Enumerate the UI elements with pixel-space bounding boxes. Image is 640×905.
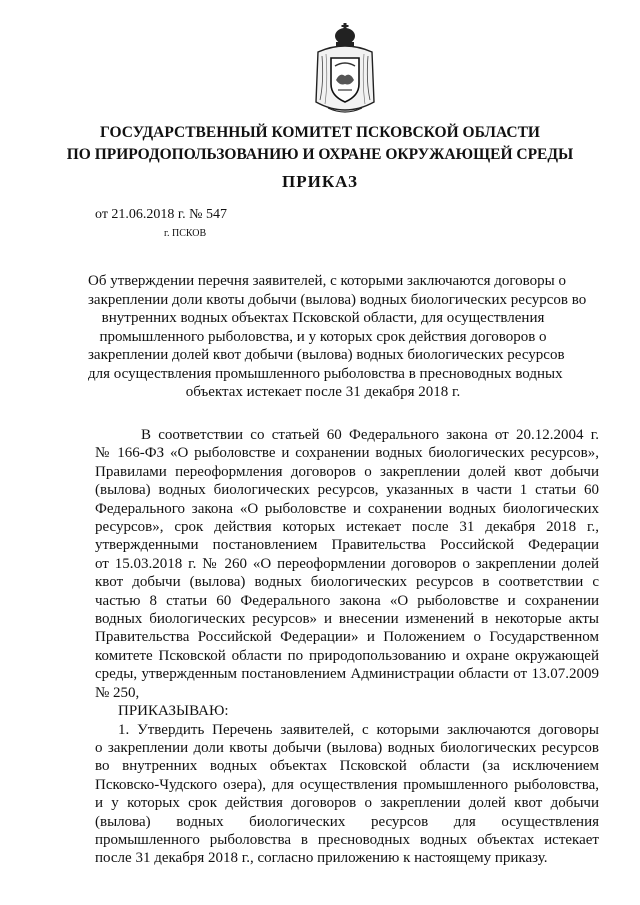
item-line: Псковско-Чудского озера), для осуществления промышленного рыболовства, (95, 776, 599, 793)
item-line: промышленного рыболовства в пресноводных водных объектах истекает (95, 831, 599, 848)
item-line: о закреплении доли квоты добычи (вылова) водных биологических ресурсов (95, 739, 599, 756)
document-date-number: от 21.06.2018 г. № 547 (95, 207, 227, 222)
preamble-line: Федерального закона «О рыболовстве и сохранении водных биологических (95, 500, 599, 517)
org-line-2: ПО ПРИРОДОПОЛЬЗОВАНИЮ И ОХРАНЕ ОКРУЖАЮЩЕЙ СРЕДЫ (66, 146, 574, 163)
preamble-line: утвержденными постановлением Правительства Российской Федерации (95, 537, 599, 554)
item-line: 1. Утвердить Перечень заявителей, с которыми заключаются договоры (118, 721, 599, 738)
item-line: (вылова) водных биологических ресурсов для осуществления (95, 813, 599, 830)
preamble-line: квот добычи (вылова) водных биологических ресурсов в соответствии с (95, 574, 599, 591)
subject-line: закреплении долей квот добычи (вылова) водных биологических ресурсов (88, 347, 565, 363)
subject-line: закреплении доли квоты добычи (вылова) водных биологических ресурсов во (88, 291, 587, 308)
preamble-line: Правилами переоформления договоров о закреплении долей квот добычи (95, 463, 599, 480)
item-line: и у которых срок действия договоров о закреплении долей квот добычи (95, 795, 599, 812)
preamble-line: Правительства Российской Федерации» и Положением о Государственном (95, 629, 599, 646)
preamble-line: № 250, (95, 684, 140, 701)
preamble-line: В соответствии со статьей 60 Федерального закона от 20.12.2004 г. (141, 427, 599, 443)
document-body (95, 426, 599, 868)
preamble-paragraph (95, 426, 599, 702)
document-subject (88, 272, 587, 402)
document-type-title: ПРИКАЗ (282, 172, 358, 191)
preamble-line: ресурсов», срок действия которых истекает после 31 декабря 2018 г., (95, 519, 599, 536)
preamble-line: от 15.03.2018 г. № 260 «О переоформлении договоров о закреплении долей (95, 555, 599, 572)
subject-line: для осуществления промышленного рыболовства в пресноводных водных (88, 365, 563, 382)
subject-line: объектах истекает после 31 декабря 2018 г. (185, 384, 461, 400)
subject-line: внутренних водных объектах Псковской области, для осуществления (101, 310, 545, 326)
org-line-1: ГОСУДАРСТВЕННЫЙ КОМИТЕТ ПСКОВСКОЙ ОБЛАСТИ (99, 124, 540, 141)
preamble-line: водных биологических ресурсов» и внесении изменений в некоторые акты (95, 611, 599, 628)
item-line: во внутренних водных объектах Псковской области (за исключением (95, 758, 599, 775)
subject-line: Об утверждении перечня заявителей, с которыми заключаются договоры о (88, 273, 566, 289)
item-line: после 31 декабря 2018 г., согласно приложению к настоящему приказу. (95, 850, 548, 867)
preamble-line: № 166-ФЗ «О рыболовстве и сохранении водных биологических ресурсов», (95, 445, 599, 462)
organization-name (0, 122, 640, 166)
document-city: г. ПСКОВ (164, 228, 207, 239)
preamble-line: частью 8 статьи 60 Федерального закона «О рыболовстве и сохранении (95, 592, 599, 609)
preamble-line: среды, утвержденным постановлением Администрации области от 13.07.2009 (95, 666, 599, 683)
coat-of-arms-emblem (314, 22, 376, 120)
order-directive: ПРИКАЗЫВАЮ: (118, 703, 229, 720)
preamble-line: (вылова) водных биологических ресурсов, указанных в части 1 статьи 60 (95, 482, 599, 499)
preamble-line: комитете Псковской области по природопользованию и охране окружающей (95, 647, 599, 664)
order-item-1 (95, 721, 599, 868)
subject-line: промышленного рыболовства, и у которых срок действия договоров о (99, 328, 547, 345)
